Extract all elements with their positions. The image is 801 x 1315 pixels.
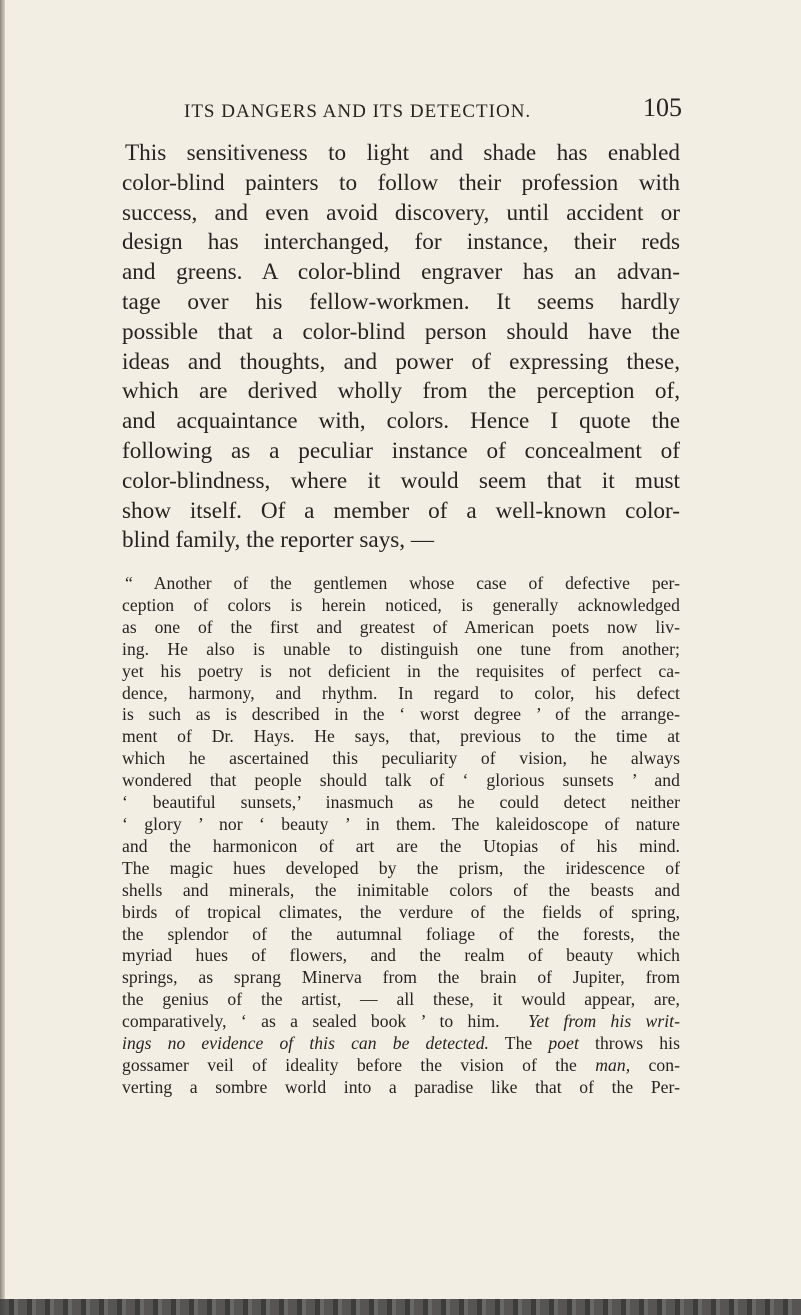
quote-line: is such as is described in the ‘ worst degree ’ of the arrange- — [122, 704, 680, 725]
quote-line: which he ascertained this peculiarity of vision, he always — [122, 748, 680, 769]
quote-line-mixed — [122, 1033, 680, 1055]
italic-segment: ings no evidence of this can be detected. — [122, 1033, 489, 1054]
quote-line: myriad hues of flowers, and the realm of beauty which — [122, 945, 680, 966]
quote-segment: con- — [630, 1054, 680, 1075]
page-number: 105 — [643, 93, 682, 122]
quote-segment: throws his — [578, 1033, 680, 1054]
quote-line: dence, harmony, and rhythm. In regard to color, his defect — [122, 682, 680, 703]
quote-line: “ Another of the gentlemen whose case of defective per- — [125, 573, 680, 593]
body-line: show itself. Of a member of a well-known color- — [122, 497, 680, 524]
quote-line: wondered that people should talk of ‘ glorious sunsets ’ and — [122, 770, 680, 791]
body-line: and greens. A color-blind engraver has an advan- — [122, 259, 680, 286]
quote-line: and the harmonicon of art are the Utopias of his mind. — [122, 835, 680, 856]
body-line: which are derived wholly from the perception of, — [122, 378, 680, 405]
body-line: tage over his fellow-workmen. It seems hardly — [122, 288, 680, 315]
body-paragraph — [122, 139, 680, 556]
quote-line: ‘ glory ’ nor ‘ beauty ’ in them. The kaleidoscope of nature — [122, 813, 680, 834]
quote-segment: gossamer veil of ideality before the vision of the — [122, 1054, 577, 1075]
body-line: design has interchanged, for instance, their reds — [122, 229, 680, 256]
body-line: ideas and thoughts, and power of expressing these, — [122, 348, 680, 375]
quote-line: The magic hues developed by the prism, the iridescence of — [122, 857, 680, 878]
quote-line: ception of colors is herein noticed, is generally acknowledged — [122, 594, 680, 615]
quote-line: as one of the first and greatest of American poets now liv- — [122, 616, 680, 637]
body-line: success, and even avoid discovery, until accident or — [122, 199, 680, 226]
running-head: ITS DANGERS AND ITS DETECTION. — [184, 101, 532, 122]
body-line: This sensitiveness to light and shade has enabled — [125, 140, 680, 166]
scan-bottom-edge — [0, 1299, 801, 1315]
italic-segment: man, — [595, 1054, 631, 1075]
quote-line: ment of Dr. Hays. He says, that, previous to the time at — [122, 726, 680, 747]
quote-line-mixed — [122, 1011, 680, 1033]
quote-line: the genius of the artist, — all these, it would appear, are, — [122, 989, 680, 1010]
quoted-passage — [122, 573, 680, 1099]
quote-line: springs, as sprang Minerva from the brain of Jupiter, from — [122, 967, 680, 988]
quote-line: shells and minerals, the inimitable colors of the beasts and — [122, 879, 680, 900]
body-line: color-blind painters to follow their profession with — [122, 169, 680, 196]
quote-line: verting a sombre world into a paradise like that of the Per- — [122, 1076, 680, 1097]
page-left-edge-shadow — [0, 0, 5, 1315]
quote-line: yet his poetry is not deficient in the requisites of perfect ca- — [122, 660, 680, 681]
quote-line: birds of tropical climates, the verdure of the fields of spring, — [122, 901, 680, 922]
body-line: and acquaintance with, colors. Hence I quote the — [122, 408, 680, 435]
quote-line: the splendor of the autumnal foliage of the forests, the — [122, 923, 680, 944]
body-line: color-blindness, where it would seem that it must — [122, 467, 680, 494]
quote-segment: The — [489, 1033, 533, 1054]
italic-segment: poet — [548, 1033, 579, 1054]
body-line: blind family, the reporter says, — — [122, 527, 435, 554]
page-header — [122, 93, 682, 127]
italic-segment: Yet from his writ- — [528, 1011, 680, 1032]
body-line: possible that a color-blind person should have the — [122, 318, 680, 345]
quote-line-mixed — [122, 1055, 680, 1077]
quote-line: ing. He also is unable to distinguish one tune from another; — [122, 638, 680, 659]
quote-line: ‘ beautiful sunsets,’ inasmuch as he could detect neither — [122, 792, 680, 813]
body-line: following as a peculiar instance of concealment of — [122, 437, 680, 464]
quote-segment: comparatively, ‘ as a sealed book ’ to him. — [122, 1011, 500, 1032]
